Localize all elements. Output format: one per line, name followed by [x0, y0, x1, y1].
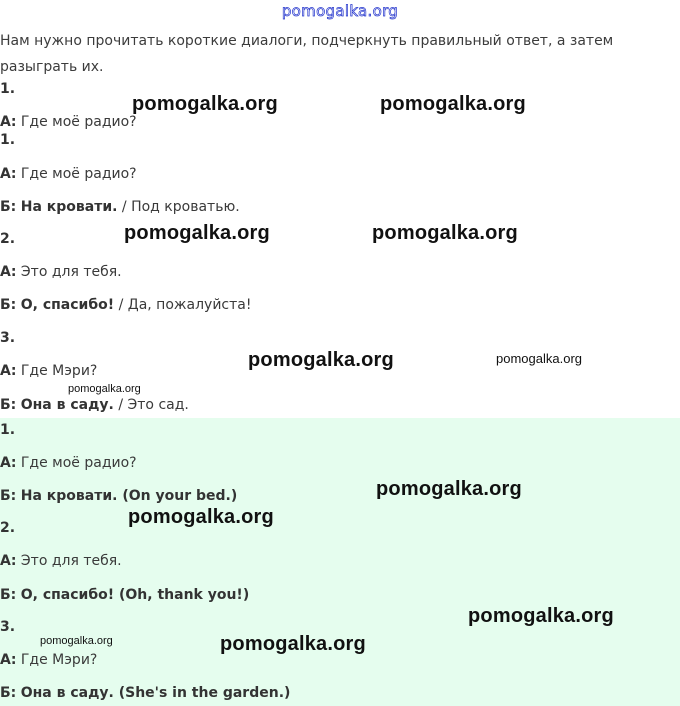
speaker-label: А: [0, 264, 17, 280]
correct-choice: О, спасибо! [20, 297, 115, 313]
watermark: pomogalka.org [248, 349, 394, 371]
watermark: pomogalka.org [372, 222, 518, 244]
item-number: 2. [0, 520, 16, 536]
correct-choice: На кровати. [20, 199, 118, 215]
answer-line [0, 685, 290, 701]
question-text: Это для тебя. [20, 264, 122, 280]
item-number: 3. [0, 619, 16, 635]
item-number: 1. [0, 132, 16, 148]
answer-text: Она в саду. (She's in the garden.) [20, 685, 291, 701]
cut-item-number: 1. [0, 81, 16, 97]
speaker-label: А: [0, 652, 17, 668]
answer-text: На кровати. (On your bed.) [20, 488, 238, 504]
question-line [0, 455, 137, 471]
watermark: pomogalka.org [40, 635, 113, 647]
answer-choice-line [0, 199, 240, 215]
answer-choice-line [0, 397, 189, 413]
question-line [0, 166, 137, 182]
question-line [0, 264, 122, 280]
speaker-label: А: [0, 363, 17, 379]
wrong-choice: / Да, пожалуйста! [118, 297, 252, 313]
speaker-label: А: [0, 166, 17, 182]
answer-line [0, 488, 237, 504]
question-line [0, 363, 97, 379]
question-text: Где моё радио? [20, 166, 137, 182]
correct-choice: Она в саду. [20, 397, 114, 413]
speaker-label: Б: [0, 199, 17, 215]
speaker-label: А: [0, 455, 17, 471]
watermark: pomogalka.org [468, 605, 614, 627]
wrong-choice: / Это сад. [118, 397, 189, 413]
site-logo[interactable]: pomogalka.org [281, 2, 399, 20]
watermark: pomogalka.org [68, 383, 141, 395]
item-number: 3. [0, 330, 16, 346]
question-line [0, 553, 122, 569]
item-number: 2. [0, 231, 16, 247]
question-text: Это для тебя. [20, 553, 122, 569]
question-line [0, 652, 97, 668]
speaker-label: Б: [0, 587, 17, 603]
speaker-label: А: [0, 114, 17, 130]
speaker-label: Б: [0, 488, 17, 504]
question-text: Где Мэри? [20, 363, 98, 379]
speaker-label: Б: [0, 397, 17, 413]
speaker-label: Б: [0, 685, 17, 701]
intro-text: Нам нужно прочитать короткие диалоги, подчеркнуть правильный ответ, а затем разыграть их. [0, 33, 614, 75]
answer-line [0, 587, 249, 603]
question-text: Где моё радио? [20, 114, 137, 130]
answer-choice-line [0, 297, 251, 313]
wrong-choice: / Под кроватью. [121, 199, 240, 215]
watermark: pomogalka.org [124, 222, 270, 244]
watermark: pomogalka.org [220, 633, 366, 655]
watermark: pomogalka.org [380, 93, 526, 115]
speaker-label: А: [0, 553, 17, 569]
watermark: pomogalka.org [376, 478, 522, 500]
watermark: pomogalka.org [496, 351, 582, 366]
question-text: Где моё радио? [20, 455, 137, 471]
speaker-label: Б: [0, 297, 17, 313]
question-text: Где Мэри? [20, 652, 98, 668]
watermark: pomogalka.org [128, 506, 274, 528]
watermark: pomogalka.org [132, 93, 278, 115]
item-number: 1. [0, 422, 16, 438]
answer-text: О, спасибо! (Oh, thank you!) [20, 587, 250, 603]
